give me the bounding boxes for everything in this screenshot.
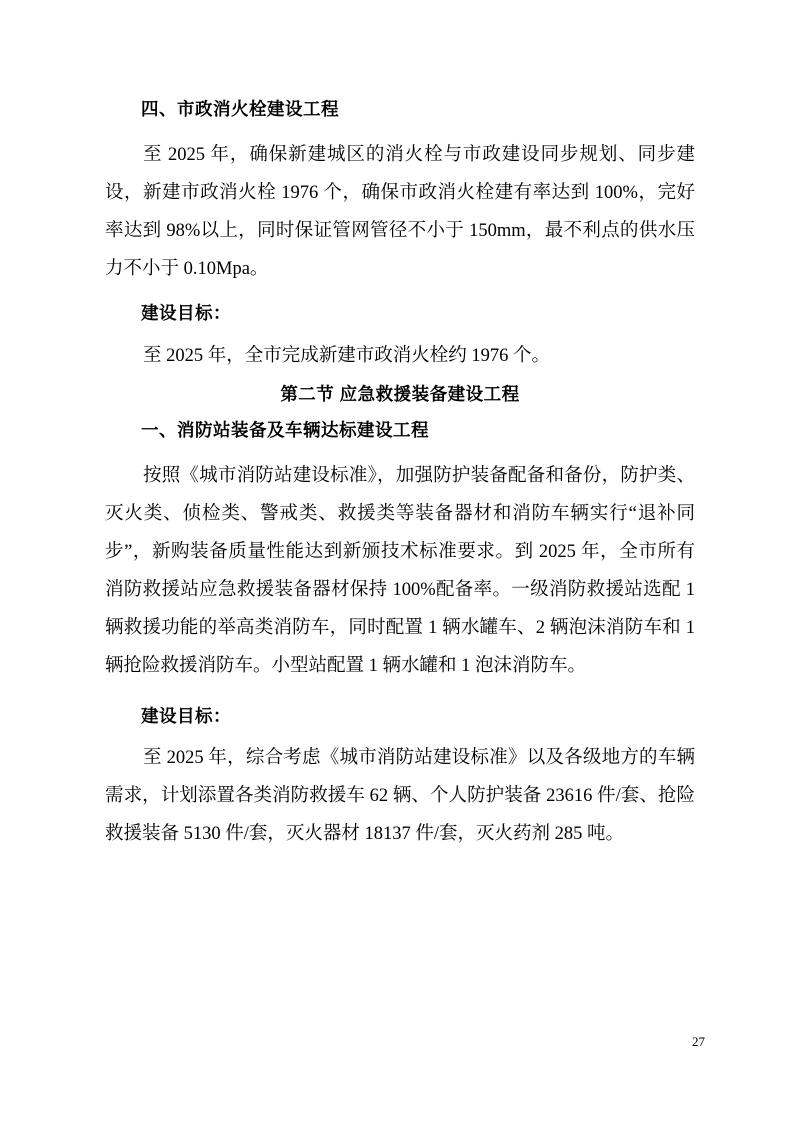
paragraph-goal-1: 至 2025 年，全市完成新建市政消火栓约 1976 个。 (143, 345, 551, 366)
heading-section-four: 四、市政消火栓建设工程 (141, 99, 339, 119)
paragraph-station-equipment: 按照《城市消防站建设标准》，加强防护装备配备和备份，防护类、灭火类、侦检类、警戒类、救援类等装备器材和消防车辆实行“退补同步”，新购装备质量性能达到新颁技术标准要求。到 2025 年，全市所有消防救援站应急救援装备器材保持 100%配备率。一级消防救援站选配 1 辆救援功能的举高类消防车，同时配置 1 辆水罐车、2 辆泡沫消防车和 1 辆抢险救援消防车。小型站配置 1 辆水罐和 1 泡沫消防车。 (105, 466, 695, 676)
heading-chapter-two: 第二节 应急救援装备建设工程 (280, 383, 520, 404)
spacer (105, 691, 695, 703)
paragraph-goal-2: 至 2025 年，综合考虑《城市消防站建设标准》以及各级地方的车辆需求，计划添置各类消防救援车 62 辆、个人防护装备 23616 件/套、抢险救援装备 5130 件/套，灭火器材 18137 件/套，灭火药剂 285 吨。 (105, 748, 695, 845)
heading-construction-goal-1: 建设目标： (141, 303, 231, 324)
page-content (105, 96, 695, 859)
paragraph-municipal-hydrant: 至 2025 年，确保新建城区的消火栓与市政建设同步规划、同步建设，新建市政消火栓 1976 个，确保市政消火栓建有率达到 100%，完好率达到 98%以上，同时保证管网管径不小于 150mm，最不利点的供水压力不小于 0.10Mpa。 (105, 145, 695, 280)
heading-construction-goal-2: 建设目标： (141, 706, 231, 726)
heading-section-one: 一、消防站装备及车辆达标建设工程 (141, 419, 429, 440)
page-number: 27 (692, 1034, 705, 1049)
